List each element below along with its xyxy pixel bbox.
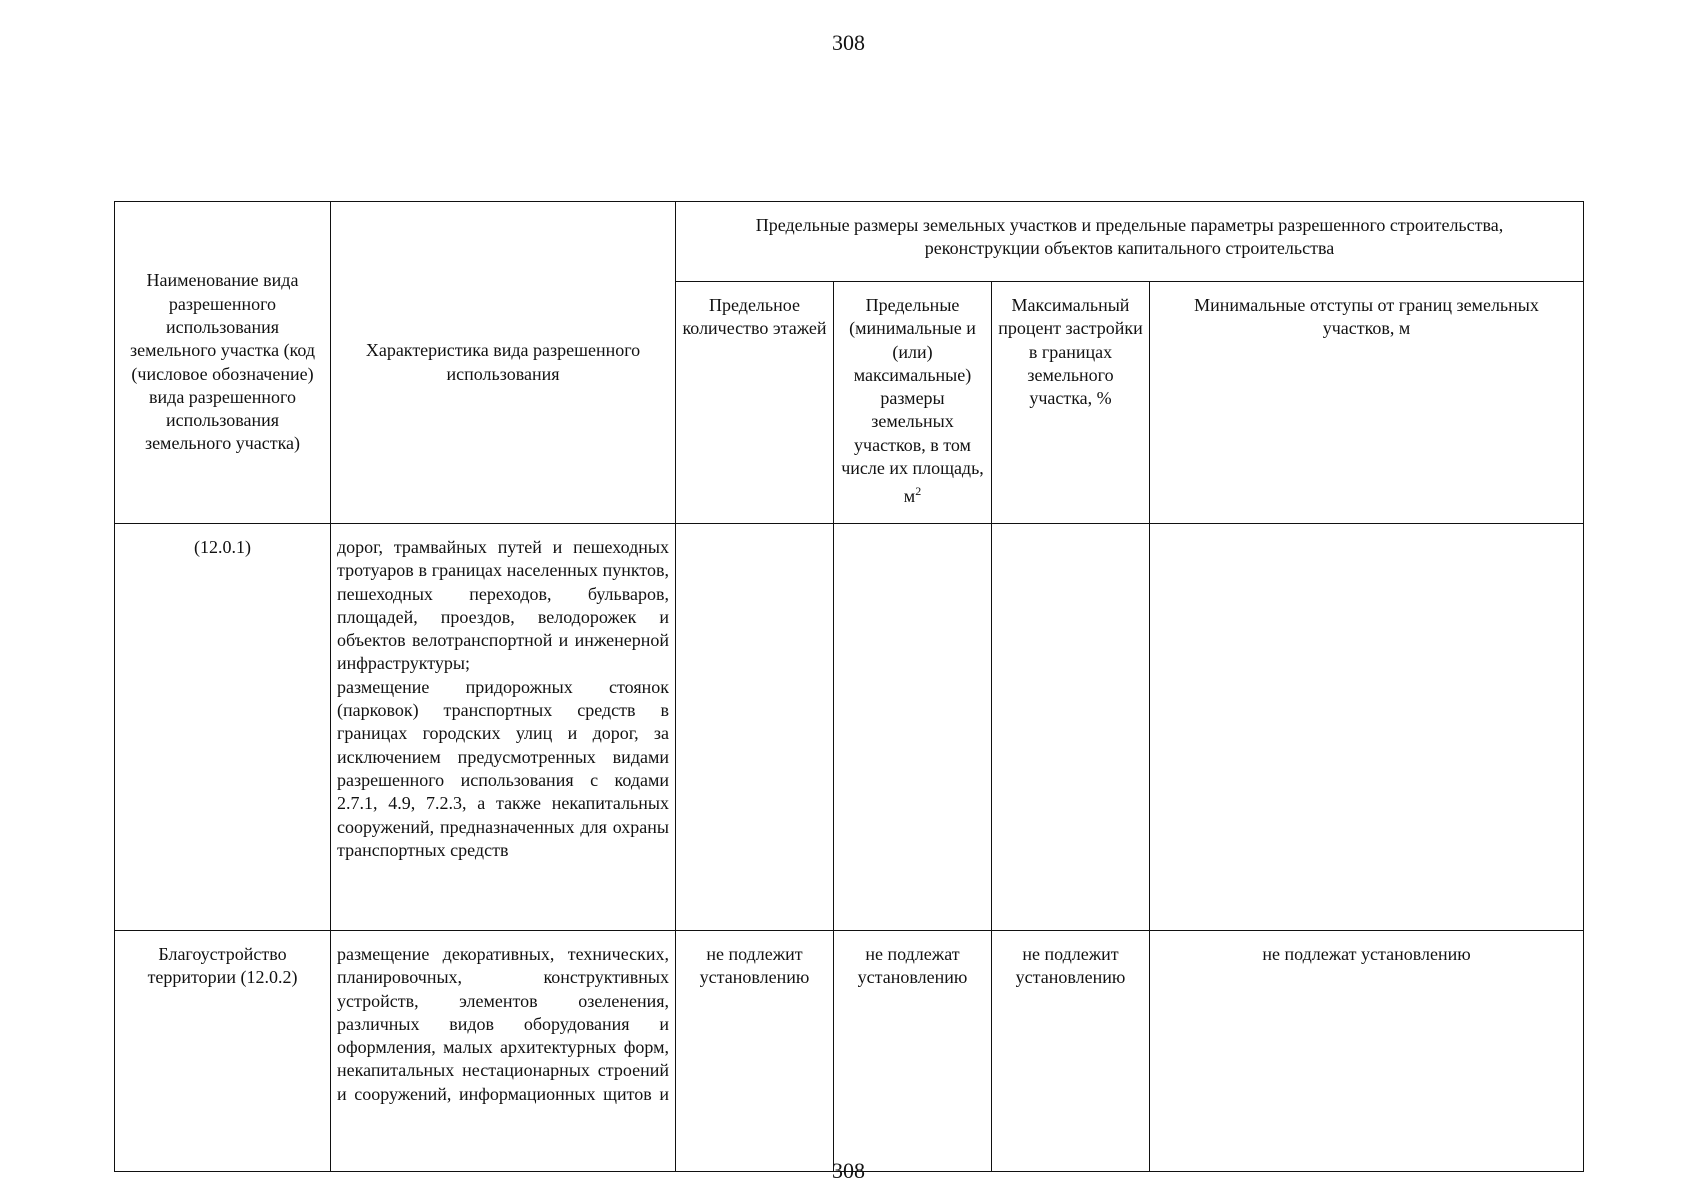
row-percent-cell [992,931,1150,1172]
header-parameters-group [676,202,1584,282]
land-use-table [114,201,1584,1172]
row-sizes-cell [834,524,992,931]
row-description-paragraph: размещение придорожных стоянок (парковок) транспортных средств в границах городских улиц и дорог, за исключением предусмотренных видами разрешенного использования с кодами 2.7.1, 4.9, 7.2.3, а также некапитальных сооружений, предназначенных для охраны транспортных средств [337,676,669,860]
row-name-cell [115,524,331,931]
header-name-text: Наименование вида разрешенного использования земельного участка (код (числовое обозначение) вида разрешенного использования земельного участка) [129,270,316,454]
table-row [115,524,1584,931]
header-sizes-cell [834,282,992,524]
header-name-cell [115,202,331,524]
row-floors-cell [676,931,834,1172]
row-description-paragraph: дорог, трамвайных путей и пешеходных тротуаров в границах населенных пунктов, пешеходных переходов, бульваров, площадей, проездов, велодорожек и объектов велотранспортной и инженерной инфраструктуры; [337,537,669,674]
page-number-top: 308 [832,30,865,55]
row-setbacks-cell [1150,931,1584,1172]
header-setbacks-text: Минимальные отступы от границ земельных участков, м [1194,295,1539,339]
row-description-paragraph: размещение декоративных, технических, планировочных, конструктивных устройств, элементов озеленения, различных видов оборудования и оформления, малых архитектурных форм, некапитальных нестационарных строений и сооружений, информационных щитов и [337,944,669,1104]
row-sizes-cell [834,931,992,1172]
row-setbacks-cell [1150,524,1584,931]
row-name-cell [115,931,331,1172]
row-setbacks-text: не подлежат установлению [1262,944,1471,964]
header-sizes-text: Предельные (минимальные и (или) максимальные) размеры земельных участков, в том числе их площадь, м [841,295,984,507]
header-setbacks-cell [1150,282,1584,524]
row-floors-cell [676,524,834,931]
header-percent-text: Максимальный процент застройки в границах земельного участка, % [998,295,1143,409]
header-percent-cell [992,282,1150,524]
header-floors-cell [676,282,834,524]
row-percent-cell [992,524,1150,931]
header-sizes-superscript: 2 [915,484,922,499]
table-row [115,931,1584,1172]
header-parameters-line1: Предельные размеры земельных участков и предельные параметры разрешенного строительства, [755,215,1504,235]
row-description-cell [331,931,676,1172]
row-sizes-text: не подлежат установлению [857,944,968,988]
row-name-text: (12.0.1) [194,537,251,557]
row-name-text: Благоустройство территории (12.0.2) [147,944,298,988]
header-characteristic-cell [331,202,676,524]
table-header-row [115,202,1584,282]
header-characteristic-text: Характеристика вида разрешенного использования [365,340,641,384]
header-parameters-line2: реконструкции объектов капитального строительства [924,238,1335,259]
header-floors-text: Предельное количество этажей [682,295,827,339]
row-description-cell [331,524,676,931]
row-percent-text: не подлежит установлению [1015,944,1126,988]
row-floors-text: не подлежит установлению [699,944,810,988]
page-number-bottom: 308 [832,1158,865,1183]
